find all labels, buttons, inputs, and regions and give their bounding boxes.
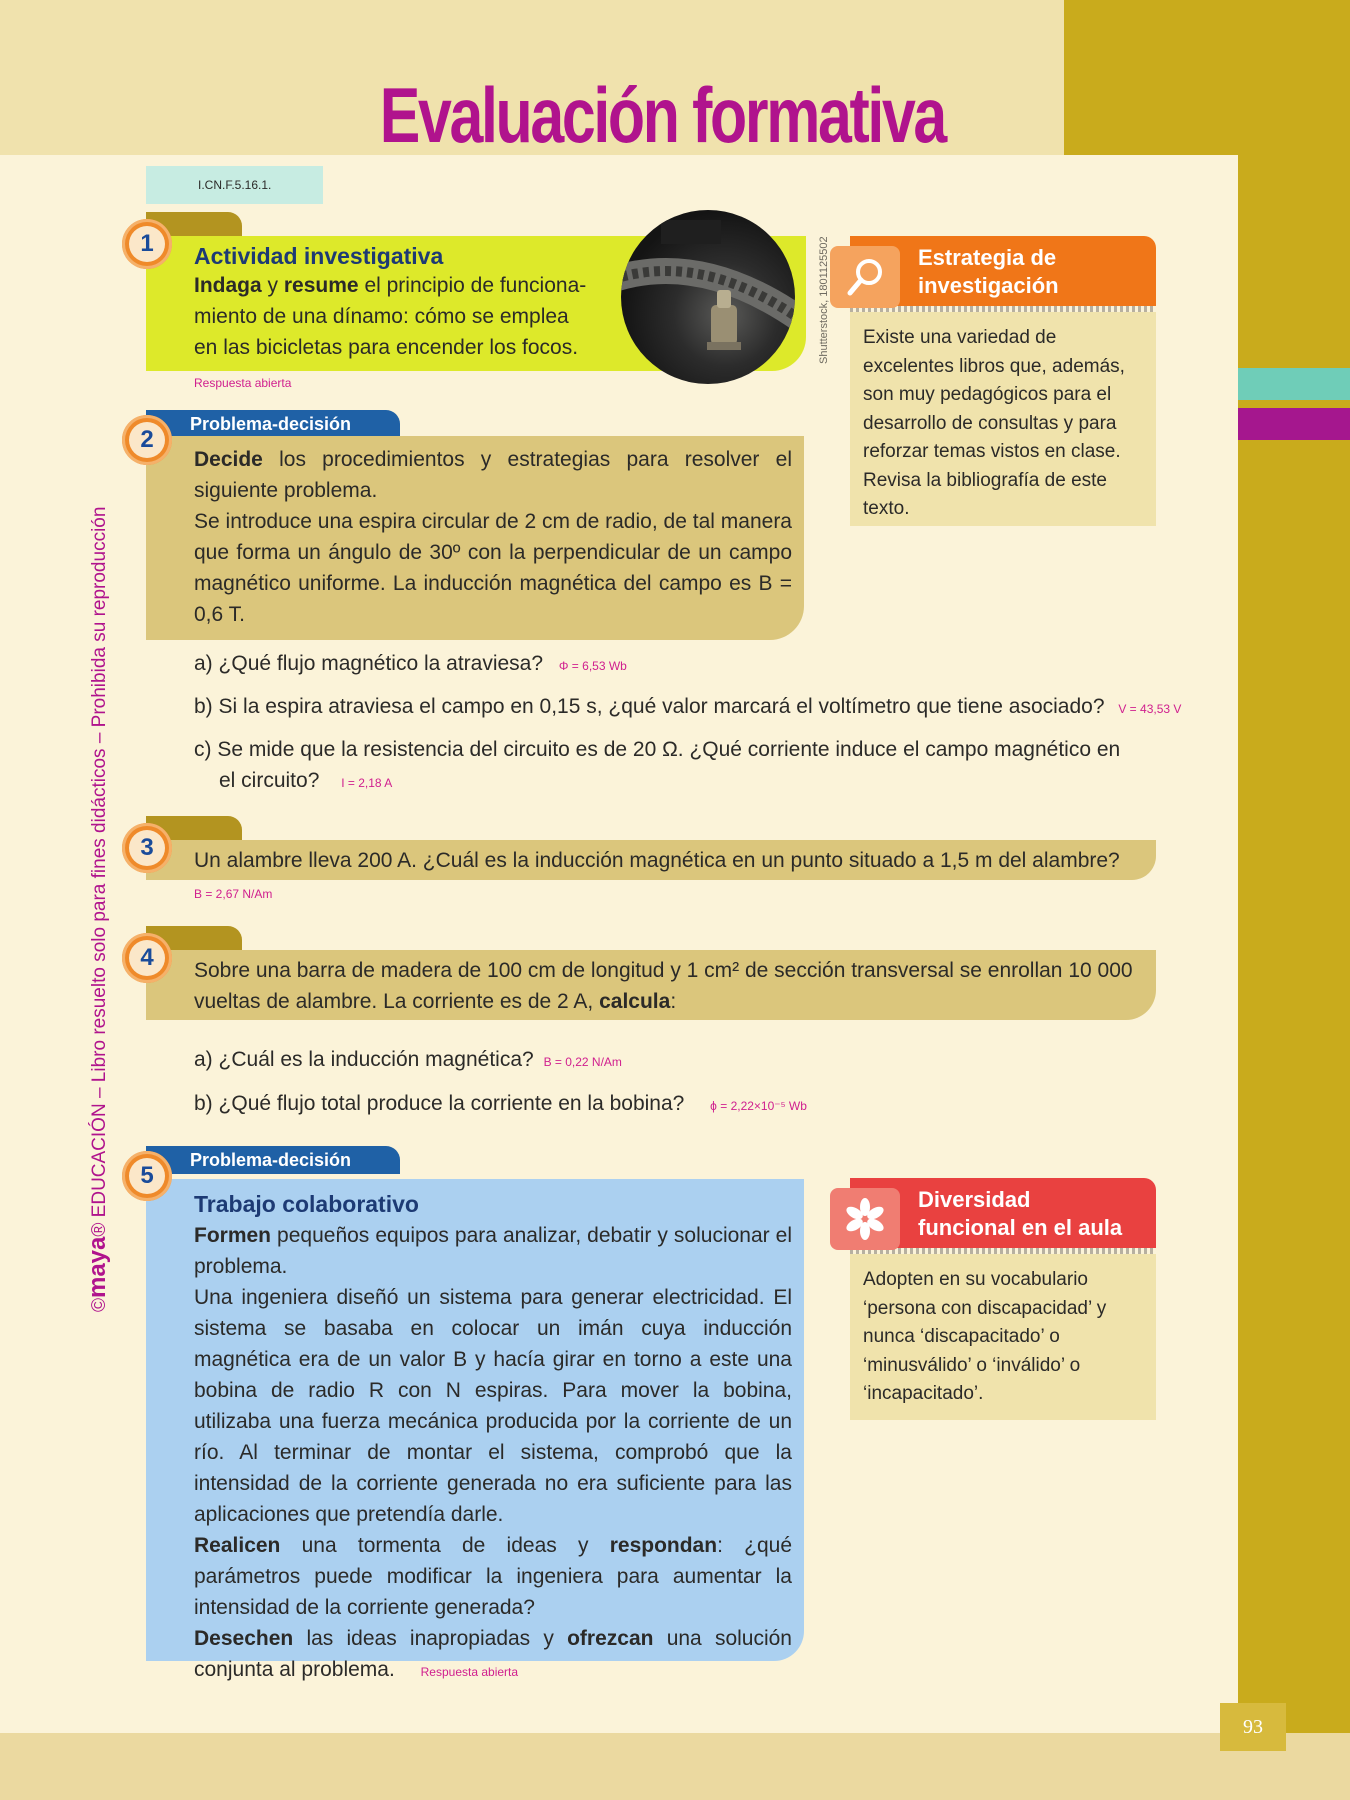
sidebar-diversity-title-1: Diversidad <box>918 1187 1031 1212</box>
verb-calcula: calcula <box>599 990 671 1013</box>
conj: y <box>267 274 279 297</box>
item-2a <box>194 648 627 682</box>
label: a) <box>194 1048 213 1071</box>
answer: V = 43,53 V <box>1118 702 1182 716</box>
line: el principio de funciona- <box>364 274 587 297</box>
activity-5-answer: Respuesta abierta <box>420 1665 519 1679</box>
activity-5-content <box>194 1189 792 1688</box>
activity-4-number: 4 <box>122 933 172 983</box>
item-4b <box>194 1088 807 1122</box>
activity-5-tab: Problema-decisión <box>146 1146 400 1174</box>
label: b) <box>194 695 213 718</box>
dynamo-bicycle-photo <box>621 210 795 384</box>
magnifier-icon <box>830 246 900 308</box>
question: el circuito? <box>219 769 320 792</box>
answer: Φ = 6,53 Wb <box>558 659 627 673</box>
sidebar-strategy-header <box>850 236 1156 306</box>
paragraph: : ¿qué parámetros puede modificar la ingeniera para aumentar la intensidad de la corriente generada? <box>194 1534 792 1619</box>
line: en las bicicletas para encender los focos. <box>194 336 579 359</box>
activity-1-heading: Actividad investigativa <box>194 243 444 269</box>
intro: los procedimientos y estrategias para resolver el siguiente problema. <box>194 448 792 502</box>
copyright-vertical-text: ©maya® EDUCACIÓN – Libro resuelto solo para fines didácticos – Prohibida su reproducción <box>84 506 111 1312</box>
brand-logo: maya <box>84 1236 111 1298</box>
sidebar-diversity-text: Adopten en su vocabulario ‘persona con discapacidad’ y nunca ‘discapacitado’ o ‘minusválido’ o ‘inválido’ o ‘incapacitado’. <box>850 1254 1156 1420</box>
sidebar-strategy-title-2: investigación <box>918 273 1059 298</box>
sidebar-strategy-text: Existe una variedad de excelentes libros que, además, son muy pedagógicos para el desarrollo de consultas y para reforzar temas vistos en clase. Revisa la bibliografía de este texto. <box>850 312 1156 526</box>
sidebar-strategy-title-1: Estrategia de <box>918 245 1057 270</box>
item-2c <box>194 734 1154 799</box>
indicator-code: I.CN.F.5.16.1. <box>146 166 323 204</box>
question: Si la espira atraviesa el campo en 0,15 s, ¿qué valor marcará el voltímetro que tiene asociado? <box>218 695 1105 718</box>
copyright-text: EDUCACIÓN – Libro resuelto solo para fines didácticos – Prohibida su reproducción <box>89 506 110 1218</box>
page-number: 93 <box>1220 1703 1286 1751</box>
answer: ϕ = 2,22×10⁻⁵ Wb <box>710 1099 807 1113</box>
activity-1-answer: Respuesta abierta <box>194 376 292 390</box>
activity-5-number: 5 <box>122 1151 172 1201</box>
answer: B = 0,22 N/Am <box>543 1055 622 1069</box>
verb-realicen: Realicen <box>194 1534 281 1557</box>
verb-indaga: Indaga <box>194 274 262 297</box>
paragraph: las ideas inapropiadas y <box>306 1627 554 1650</box>
activity-5-heading: Trabajo colaborativo <box>194 1191 419 1217</box>
verb-resume: resume <box>283 274 359 297</box>
sidebar-diversity-title-2: funcional en el aula <box>918 1215 1123 1240</box>
verb-respondan: respondan <box>609 1534 718 1557</box>
paragraph: Una ingeniera diseñó un sistema para generar electricidad. El sistema se basaba en colocar un imán cuya inducción magnética era de un valor B y hacía girar en torno a este una bobina de radio R con N espiras. Para mover la bobina, utilizaba una fuerza mecánica producida por la corriente de un río. Al terminar de montar el sistema, comprobó que la intensidad de la corriente generada no era suficiente para las aplicaciones que pretendía darle. <box>194 1286 792 1526</box>
dynamo-illustration <box>621 210 795 384</box>
flower-icon <box>830 1188 900 1250</box>
bottom-band <box>0 1733 1350 1800</box>
paragraph: una tormenta de ideas y <box>301 1534 589 1557</box>
label: b) <box>194 1092 213 1115</box>
paragraph: una solución conjunta al problema. <box>194 1627 792 1681</box>
activity-2-content <box>194 444 792 630</box>
activity-1-number: 1 <box>122 219 172 269</box>
question: ¿Qué flujo total produce la corriente en la bobina? <box>218 1092 685 1115</box>
activity-2-tab: Problema-decisión <box>146 410 400 438</box>
activity-3-answer: B = 2,67 N/Am <box>194 887 273 901</box>
verb-desechen: Desechen <box>194 1627 294 1650</box>
label: c) <box>194 738 212 761</box>
problem-statement: Se introduce una espira circular de 2 cm de radio, de tal manera que forma un ángulo de 30º con la perpendicular de un campo magnético uniforme. La inducción magnética del campo es B = 0,6 T. <box>194 510 792 626</box>
right-margin-band <box>1238 355 1350 1800</box>
line: Sobre una barra de madera de 100 cm de longitud y 1 cm² de sección transversal se enrollan 10 000 <box>194 959 1133 982</box>
section-tab-magenta <box>1238 408 1350 440</box>
verb-ofrezcan: ofrezcan <box>567 1627 654 1650</box>
question: ¿Qué flujo magnético la atraviesa? <box>218 652 544 675</box>
verb-decide: Decide <box>194 448 263 471</box>
activity-3-text: Un alambre lleva 200 A. ¿Cuál es la inducción magnética en un punto situado a 1,5 m del alambre? <box>194 849 1120 872</box>
question: Se mide que la resistencia del circuito es de 20 Ω. ¿Qué corriente induce el campo magnético en <box>217 738 1121 761</box>
sidebar-diversity <box>850 1178 1156 1420</box>
item-2b <box>194 691 1181 725</box>
photo-credit: Shutterstock, 1801125502 <box>818 236 830 364</box>
question: ¿Cuál es la inducción magnética? <box>218 1048 534 1071</box>
page-title: Evaluación formativa <box>379 71 945 159</box>
activity-1-content <box>194 243 604 363</box>
activity-3-number: 3 <box>122 823 172 873</box>
sidebar-strategy <box>850 236 1156 526</box>
activity-4-text: Sobre una barra de madera de 100 cm de longitud y 1 cm² de sección transversal se enrollan 10 000 vueltas de alambre. La corriente es de 2 A, calcula: <box>194 955 1133 1017</box>
paragraph: pequeños equipos para analizar, debatir y solucionar el problema. <box>194 1224 792 1278</box>
section-tab-teal <box>1238 368 1350 400</box>
sidebar-diversity-header <box>850 1178 1156 1248</box>
verb-formen: Formen <box>194 1224 272 1247</box>
line: miento de una dínamo: cómo se emplea <box>194 305 569 328</box>
item-4a <box>194 1044 622 1078</box>
activity-2-number: 2 <box>122 415 172 465</box>
answer: I = 2,18 A <box>341 776 393 790</box>
label: a) <box>194 652 213 675</box>
line: vueltas de alambre. La corriente es de 2 A, <box>194 990 594 1013</box>
